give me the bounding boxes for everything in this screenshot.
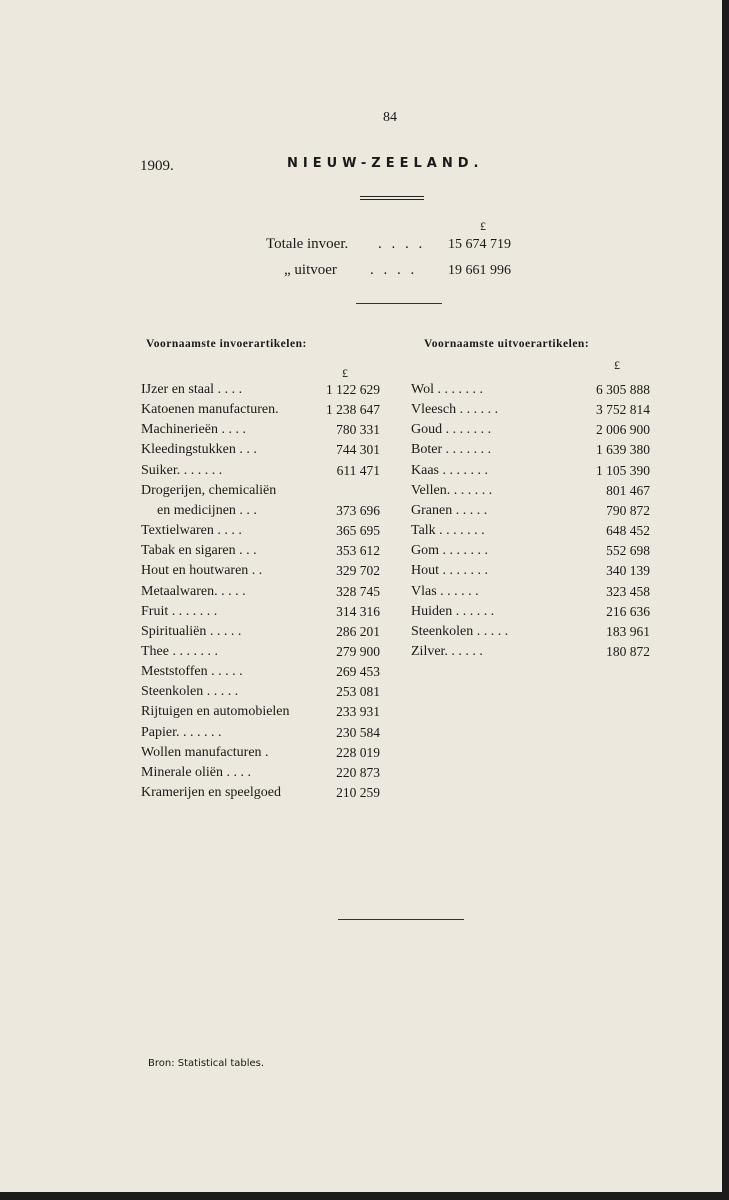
imports-row-label: Suiker. . . . . . . [141,462,223,478]
imports-row-label: Minerale oliën . . . . [141,764,252,780]
imports-row-value: 269 453 [336,664,380,680]
exports-row-value: 801 467 [606,482,650,498]
title-double-rule-bottom [360,199,424,200]
exports-row-value: 790 872 [606,502,650,518]
page-number: 84 [383,110,397,125]
exports-row-label: Zilver. . . . . . [411,643,483,659]
imports-row-label: Hout en houtwaren . . [141,563,263,579]
title-double-rule-top [360,196,424,197]
country-title: NIEUW-ZEELAND. [287,156,484,171]
exports-row-value: 340 139 [606,563,650,579]
total-import-value: 15 674 719 [448,237,511,252]
exports-row-label: Talk . . . . . . . [411,523,485,539]
imports-row-value: 210 259 [336,785,380,800]
exports-row-value: 3 752 814 [596,402,650,418]
imports-row-value: 286 201 [336,623,380,639]
imports-row-value: 780 331 [336,422,380,438]
exports-row-label: Gom . . . . . . . [411,543,488,559]
exports-row-value: 1 105 390 [596,462,650,478]
imports-row-value: 233 931 [336,704,380,720]
source-note: Bron: Statistical tables. [148,1058,265,1069]
exports-row-value: 323 458 [606,583,650,599]
total-export-dots: . . . . [370,262,418,278]
exports-row-label: Kaas . . . . . . . [411,462,488,478]
imports-row-label: Steenkolen . . . . . [141,684,239,700]
totals-rule [356,303,442,304]
exports-row-label: Vellen. . . . . . . [411,482,493,498]
year-label: 1909. [140,158,174,174]
imports-row-label: Fruit . . . . . . . [141,603,218,619]
imports-row-label: Wollen manufacturen . [141,744,269,760]
imports-row-label: Kleedingstukken . . . [141,442,257,458]
exports-heading: Voornaamste uitvoerartikelen: [424,338,590,350]
imports-row-value: 373 696 [336,502,380,518]
exports-row-label: Goud . . . . . . . [411,422,492,438]
imports-row-value: 328 745 [336,583,380,599]
exports-row-value: 216 636 [606,603,650,619]
imports-row-label: Papier. . . . . . . [141,724,222,740]
imports-row-value: 365 695 [336,523,380,539]
imports-row-value: 230 584 [336,724,380,740]
imports-row-label: Tabak en sigaren . . . [141,543,257,559]
imports-row-label: Rijtuigen en automobielen [141,704,290,720]
imports-row-label: en medicijnen . . . [157,502,257,518]
imports-currency: £ [342,366,348,380]
imports-row-label: Kramerijen en speelgoed [141,785,281,800]
imports-row-label: Thee . . . . . . . [141,643,218,659]
exports-row-value: 6 305 888 [596,382,650,397]
imports-row-value: 228 019 [336,744,380,760]
exports-row-label: Boter . . . . . . . [411,442,492,458]
exports-row-label: Hout . . . . . . . [411,563,488,579]
exports-currency: £ [614,358,620,372]
exports-row-value: 552 698 [606,543,650,559]
exports-row-value: 648 452 [606,523,650,539]
imports-heading: Voornaamste invoerartikelen: [146,338,307,350]
imports-row-value: 279 900 [336,643,380,659]
imports-row-label: Drogerijen, chemicaliën [141,482,277,498]
imports-row-value: 314 316 [336,603,380,619]
imports-row-value: 220 873 [336,764,380,780]
imports-row-value: 329 702 [336,563,380,579]
imports-row-value: 611 471 [336,462,380,478]
exports-row-value: 180 872 [606,643,650,659]
exports-row-label: Huiden . . . . . . [411,603,495,619]
imports-row-value: 744 301 [336,442,380,458]
imports-row-label: Katoenen manufacturen. [141,402,279,418]
totals-currency: £ [480,219,486,233]
imports-row-label: IJzer en staal . . . . [141,382,243,397]
imports-row-value: 353 612 [336,543,380,559]
total-export-label: „ uitvoer [284,262,337,278]
bottom-rule [338,919,464,920]
exports-row-label: Steenkolen . . . . . [411,623,509,639]
imports-row-label: Meststoffen . . . . . [141,664,243,680]
exports-row-label: Wol . . . . . . . [411,382,483,397]
exports-row-value: 2 006 900 [596,422,650,438]
exports-row-value: 183 961 [606,623,650,639]
exports-row-label: Granen . . . . . [411,502,488,518]
exports-row-value: 1 639 380 [596,442,650,458]
imports-row-label: Spiritualiën . . . . . [141,623,242,639]
total-export-value: 19 661 996 [448,263,511,278]
exports-row-label: Vlas . . . . . . [411,583,479,599]
imports-row-label: Metaalwaren. . . . . [141,583,246,599]
total-import-dots: . . . . [378,236,426,252]
imports-row-label: Textielwaren . . . . [141,523,242,539]
imports-row-value: 1 238 647 [326,402,380,418]
imports-row-value: 253 081 [336,684,380,700]
total-import-label: Totale invoer. [266,236,349,252]
imports-row-value: 1 122 629 [326,382,380,397]
exports-row-label: Vleesch . . . . . . [411,402,499,418]
imports-row-label: Machinerieën . . . . [141,422,246,438]
